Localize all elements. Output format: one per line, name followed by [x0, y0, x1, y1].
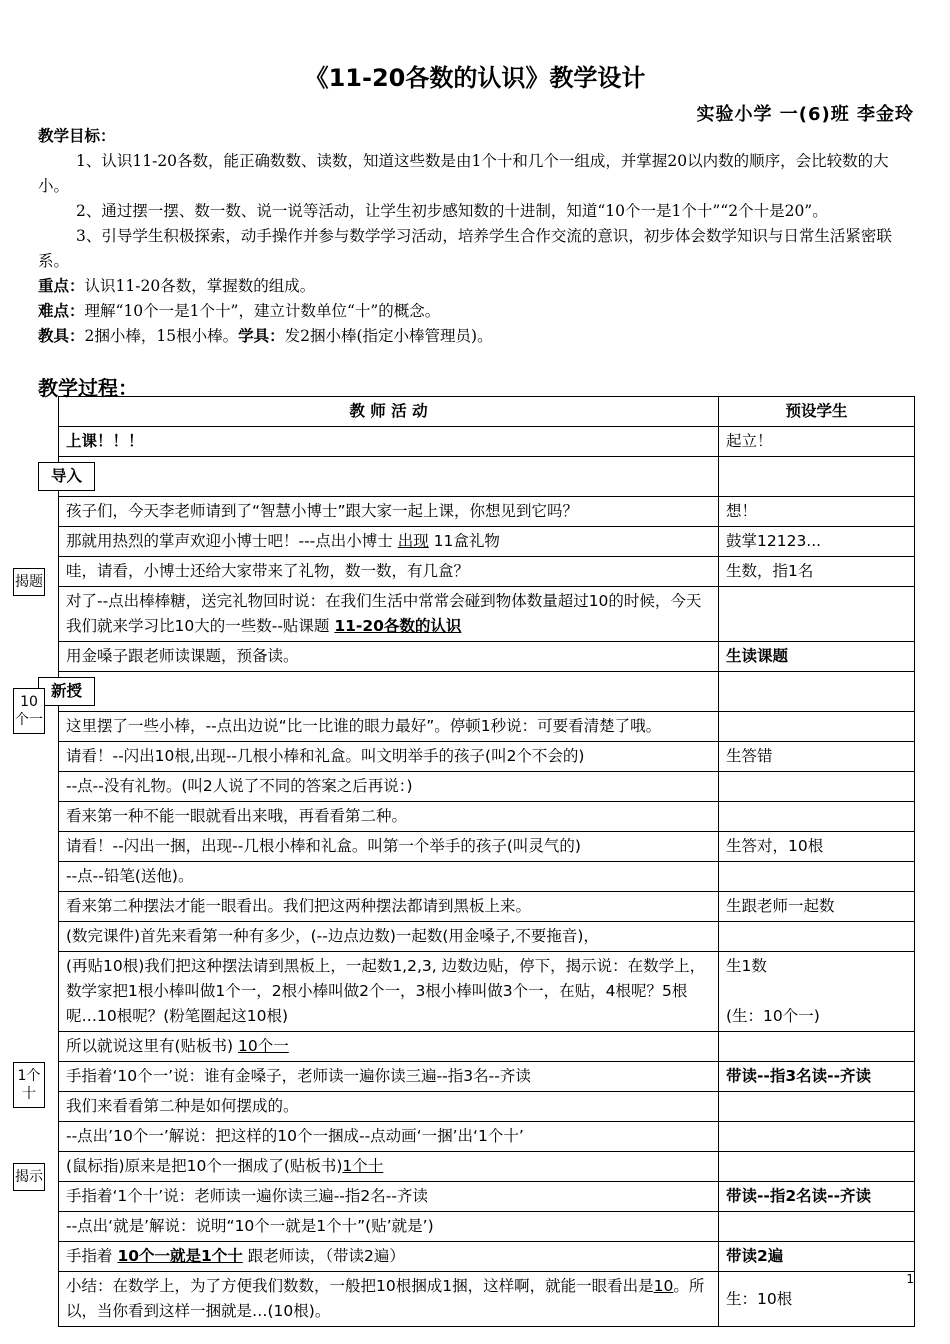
- activity-text: --点出’10个一’解说：把这样的10个一捆成--点动画‘一捆’出‘1个十’: [66, 1127, 524, 1145]
- side-label-reveal-topic: 揭题: [13, 568, 45, 596]
- student-response-cell: [719, 1212, 915, 1242]
- activity-text: 手指着‘1个十’说：老师读一遍你读三遍--指2名--齐读: [66, 1187, 428, 1205]
- activity-text: --点出‘就是’解说：说明“10个一就是1个十”(贴’就是’): [66, 1217, 434, 1235]
- teacher-activity-cell: [59, 772, 719, 802]
- student-response-cell: [719, 1182, 915, 1212]
- teacher-activity-cell: [59, 557, 719, 587]
- table-row: [59, 1152, 915, 1182]
- table-row: [59, 1062, 915, 1092]
- activity-text: 哇，请看，小博士还给大家带来了礼物，数一数，有几盒？: [66, 562, 470, 580]
- student-text: 生读课题: [726, 647, 789, 665]
- activity-text: (再贴10根)我们把这种摆法请到黑板上，一起数1,2,3, 边数边贴，停下，揭示说：在数学上，数学家把1根小棒叫做1个一，2根小棒叫做2个一，3根小棒叫做3个一，在贴，4根呢？5根呢…10根呢？(粉笔圈起这10根): [66, 957, 706, 1025]
- activity-text: 我们来看看第二种是如何摆成的。: [66, 1097, 299, 1115]
- table-row: [59, 952, 915, 1032]
- student-response-cell: [719, 712, 915, 742]
- student-text: 起立！: [726, 432, 773, 450]
- student-text: 带读2遍: [726, 1247, 784, 1265]
- teacher-activity-cell: [59, 1182, 719, 1212]
- underlined-text: 10个一: [238, 1037, 289, 1055]
- student-response-cell: [719, 427, 915, 457]
- activity-text: 跟老师读，（带读2遍）: [242, 1247, 405, 1265]
- student-response-cell: [719, 802, 915, 832]
- table-row: [59, 1122, 915, 1152]
- table-row: [59, 642, 915, 672]
- teacher-activity-cell: [59, 527, 719, 557]
- side-label-reveal: 揭示: [13, 1163, 45, 1191]
- objective-2: 2、通过摆一摆、数一数、说一说等活动，让学生初步感知数的十进制，知道“10个一是1个十”“2个十是20”。: [76, 202, 828, 220]
- objectives-heading: 教学目标：: [38, 127, 116, 145]
- process-heading: 教学过程：: [38, 376, 138, 400]
- objectives-block: [38, 124, 918, 349]
- teacher-activity-cell: [59, 952, 719, 1032]
- table-row: [59, 772, 915, 802]
- table-row: [59, 1092, 915, 1122]
- table-row: [59, 1212, 915, 1242]
- teacher-activity-cell: [59, 892, 719, 922]
- table-header: [59, 397, 915, 427]
- student-response-cell: [719, 832, 915, 862]
- table-row: [59, 922, 915, 952]
- student-response-cell: [719, 1032, 915, 1062]
- activity-text: (数完课件)首先来看第一种有多少，(--边点边数)一起数(用金嗓子,不要拖音)，: [66, 927, 599, 945]
- teacher-activity-cell: [59, 642, 719, 672]
- activity-text: 请看！--闪出一捆，出现--几根小棒和礼盒。叫第一个举手的孩子(叫灵气的): [66, 837, 581, 855]
- table-row: [59, 527, 915, 557]
- student-response-cell: [719, 527, 915, 557]
- student-response-cell: [719, 557, 915, 587]
- student-text: 带读--指2名读--齐读: [726, 1187, 872, 1205]
- student-text: 带读--指3名读--齐读: [726, 1067, 872, 1085]
- student-response-cell: [719, 922, 915, 952]
- student-response-cell: [719, 672, 915, 712]
- activity-text: 手指着: [66, 1247, 118, 1265]
- activity-text: 看来第二种摆法才能一眼看出。我们把这两种摆法都请到黑板上来。: [66, 897, 532, 915]
- student-response-cell: [719, 1152, 915, 1182]
- difficulty: 难点：理解“10个一是1个十”，建立计数单位“十”的概念。: [38, 302, 441, 320]
- table-row: [59, 712, 915, 742]
- table-row: [59, 802, 915, 832]
- student-response-cell: [719, 892, 915, 922]
- activity-text: 用金嗓子跟老师读课题，预备读。: [66, 647, 299, 665]
- table-row: [59, 587, 915, 642]
- activity-text: 对了--点出棒棒糖，送完礼物回时说：在我们生活中常常会碰到物体数量超过10的时候，今天我们就来学习比10大的一些数--贴课题: [66, 592, 702, 635]
- student-text: 生跟老师一起数: [726, 897, 835, 915]
- activity-text: 小结：在数学上，为了方便我们数数，一般把10根捆成1捆，这样啊，就能一眼看出是: [66, 1277, 654, 1295]
- section-row: [59, 457, 915, 497]
- section-label: 新授: [38, 677, 95, 706]
- student-response-cell: [719, 862, 915, 892]
- section-label: 导入: [38, 462, 95, 491]
- activity-text: 所以就说这里有(贴板书): [66, 1037, 239, 1055]
- teacher-activity-cell: [59, 1242, 719, 1272]
- teacher-activity-cell: [59, 1152, 719, 1182]
- activity-text: 。所以，当你看到这样一捆就是…(10根)。: [66, 1277, 705, 1320]
- student-response-cell: [719, 497, 915, 527]
- teacher-activity-cell: [59, 832, 719, 862]
- side-label-ten-ones: 10个一: [13, 688, 45, 734]
- table-row: [59, 557, 915, 587]
- teacher-activity-cell: [51, 672, 719, 712]
- activity-text: 那就用热烈的掌声欢迎小博士吧！---点出小博士: [66, 532, 398, 550]
- underlined-bold-text: 10个一就是1个十: [117, 1247, 243, 1265]
- student-response-cell: [719, 1092, 915, 1122]
- header-student: 预设学生: [719, 397, 915, 427]
- teacher-activity-cell: [51, 457, 719, 497]
- student-response-cell: [719, 772, 915, 802]
- table-row: [59, 892, 915, 922]
- table-row: [59, 832, 915, 862]
- key-point: 重点：认识11-20各数，掌握数的组成。: [38, 277, 316, 295]
- teacher-activity-cell: [59, 742, 719, 772]
- underlined-text: 1个十: [342, 1157, 384, 1175]
- activity-text: 上课！！！: [66, 432, 144, 450]
- teacher-activity-cell: [59, 1212, 719, 1242]
- table-row: [59, 862, 915, 892]
- activity-text: 看来第一种不能一眼就看出来哦，再看看第二种。: [66, 807, 408, 825]
- author-line: 实验小学 一(6)班 李金玲: [696, 104, 914, 125]
- page-number: 1: [906, 1272, 914, 1286]
- underlined-text: 出现: [397, 532, 429, 550]
- underlined-bold-text: 11-20各数的认识: [334, 617, 462, 635]
- student-response-cell: [719, 642, 915, 672]
- student-text: 生答错: [726, 747, 773, 765]
- tools: 教具：2捆小棒，15根小棒。学具：发2捆小棒(指定小棒管理员)。: [38, 327, 493, 345]
- teacher-activity-cell: [59, 922, 719, 952]
- activity-text: (鼠标指)原来是把10个一捆成了(贴板书): [66, 1157, 343, 1175]
- student-response-cell: [719, 1062, 915, 1092]
- student-text: 生：10根: [726, 1289, 793, 1308]
- activity-text: --点--铅笔(送他)。: [66, 867, 194, 885]
- table-row: [59, 1182, 915, 1212]
- teacher-activity-cell: [59, 802, 719, 832]
- table-row: [59, 742, 915, 772]
- teacher-activity-cell: [59, 587, 719, 642]
- table-row: [59, 1272, 915, 1327]
- teacher-activity-cell: [59, 1122, 719, 1152]
- table-row: [59, 1032, 915, 1062]
- teacher-activity-cell: [59, 1272, 719, 1327]
- teacher-activity-cell: [59, 497, 719, 527]
- teacher-activity-cell: [59, 712, 719, 742]
- student-response-cell: [719, 952, 915, 1032]
- activity-text: 手指着‘10个一’说：谁有金嗓子，老师读一遍你读三遍--指3名--齐读: [66, 1067, 531, 1085]
- teacher-activity-cell: [59, 427, 719, 457]
- side-label-one-ten: 1个十: [13, 1062, 45, 1108]
- student-text: 生1数: [726, 957, 767, 975]
- student-text: 想！: [726, 502, 758, 520]
- activity-text: 孩子们，今天李老师请到了“智慧小博士”跟大家一起上课，你想见到它吗？: [66, 502, 579, 520]
- student-response-cell: [719, 587, 915, 642]
- table-row: [59, 497, 915, 527]
- student-response-cell: [719, 742, 915, 772]
- objective-1: 1、认识11-20各数，能正确数数、读数，知道这些数是由1个十和几个一组成，并掌握20以内数的顺序，会比较数的大小。: [38, 152, 889, 195]
- student-text: 生答对，10根: [726, 837, 824, 855]
- activity-text: 请看！--闪出10根,出现--几根小棒和礼盒。叫文明举手的孩子(叫2个不会的): [66, 747, 585, 765]
- table-row: [59, 1242, 915, 1272]
- student-response-cell: [719, 1242, 915, 1272]
- lesson-table: [51, 396, 915, 1327]
- document-title: 《11-20各数的认识》教学设计: [304, 64, 646, 92]
- section-row: [59, 672, 915, 712]
- student-response-cell: [719, 1272, 915, 1327]
- underlined-text: 10: [653, 1277, 674, 1295]
- activity-text: 这里摆了一些小棒，--点出边说“比一比谁的眼力最好”。停顿1秒说：可要看清楚了哦。: [66, 717, 662, 735]
- header-teacher: 教 师 活 动: [59, 397, 719, 427]
- teacher-activity-cell: [59, 1092, 719, 1122]
- student-response-cell: [719, 1122, 915, 1152]
- table-row: [59, 427, 915, 457]
- teacher-activity-cell: [59, 1062, 719, 1092]
- student-text: 生数，指1名: [726, 562, 814, 580]
- teacher-activity-cell: [59, 862, 719, 892]
- activity-text: 11盒礼物: [428, 532, 500, 550]
- activity-text: --点--没有礼物。(叫2人说了不同的答案之后再说：): [66, 777, 413, 795]
- student-response-cell: [719, 457, 915, 497]
- teacher-activity-cell: [59, 1032, 719, 1062]
- student-text: 鼓掌12123...: [726, 532, 822, 550]
- student-text: (生：10个一): [726, 1007, 820, 1025]
- objective-3: 3、引导学生积极探索，动手操作并参与数学学习活动，培养学生合作交流的意识，初步体会数学知识与日常生活紧密联系。: [38, 227, 892, 270]
